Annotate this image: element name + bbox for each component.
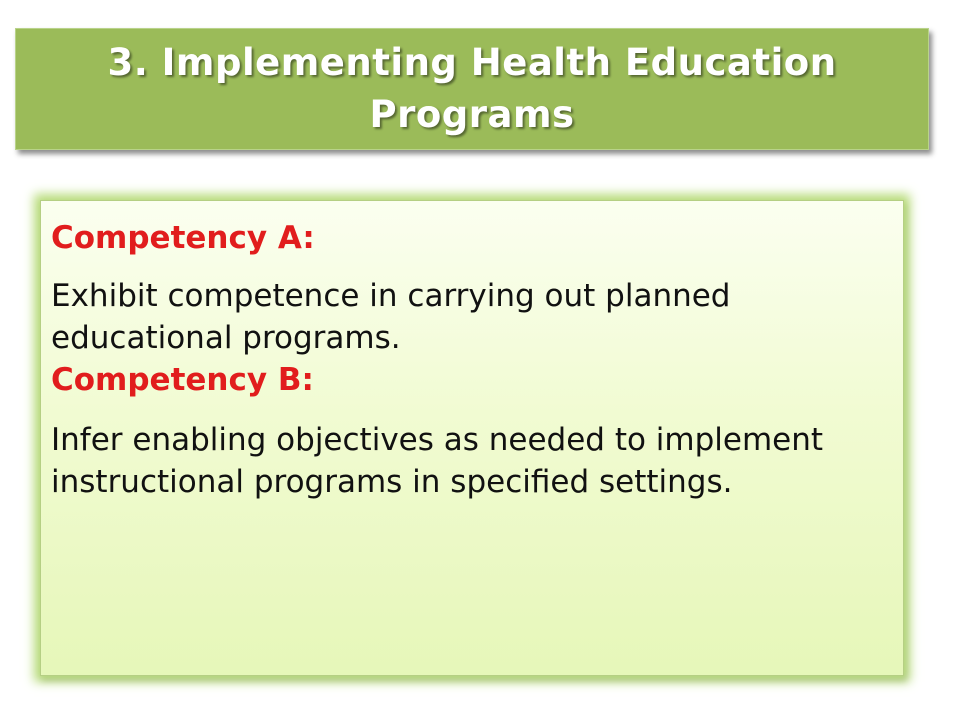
competency-a-text: Exhibit competence in carrying out planned educational programs.: [51, 278, 731, 356]
content-box: [40, 200, 904, 676]
slide-title-banner: [15, 28, 929, 150]
competency-b-text: Infer enabling objectives as needed to implement instructional programs in specified settings.: [51, 422, 824, 500]
competency-b-heading: Competency B:: [51, 362, 314, 398]
competency-a-heading: Competency A:: [51, 220, 315, 256]
slide-title: 3. Implementing Health Education Programs: [107, 41, 837, 136]
